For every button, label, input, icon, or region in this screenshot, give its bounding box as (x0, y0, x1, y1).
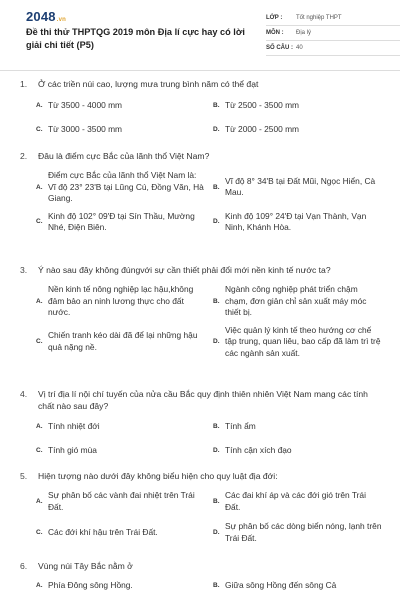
option-text: Từ 3500 - 4000 mm (48, 100, 123, 110)
option-letter: B. (213, 582, 220, 589)
answer-option[interactable] (36, 445, 205, 457)
option-text: Sự phân bố các dòng biển nóng, lạnh trên Trái Đất. (225, 521, 382, 543)
option-letter: D. (213, 218, 220, 226)
document-title: Đề thi thử THPTQG 2019 môn Địa lí cực hay có lời giải chi tiết (P5) (26, 27, 245, 50)
answer-option[interactable] (36, 421, 205, 433)
option-letter: B. (213, 423, 220, 430)
meta-label: SỐ CÂU : (266, 45, 293, 51)
option-letter: D. (213, 125, 220, 133)
option-letter: C. (36, 218, 43, 226)
question-text: Ở các triền núi cao, lượng mưa trung bình năm có thể đạt (38, 79, 259, 89)
question-item (20, 150, 382, 264)
option-text: Tính ẩm (225, 421, 256, 431)
logo-text: 2048 (26, 9, 56, 24)
answer-option[interactable] (36, 325, 205, 360)
option-letter: B. (213, 102, 220, 109)
option-text: Từ 3000 - 3500 mm (48, 123, 123, 134)
option-letter: A. (36, 183, 43, 191)
answer-option[interactable] (213, 284, 382, 319)
option-letter: C. (36, 125, 43, 133)
meta-label: MÔN : (266, 30, 284, 36)
header-divider (0, 70, 400, 71)
option-letter: D. (213, 446, 220, 454)
option-letter: A. (36, 582, 43, 589)
answer-option[interactable] (36, 170, 205, 205)
answer-option[interactable] (36, 521, 205, 544)
answer-option[interactable] (213, 211, 382, 234)
option-text: Các đai khí áp và các đới gió trên Trái Đất. (225, 490, 366, 512)
answer-option[interactable] (213, 490, 382, 513)
question-stem (20, 470, 382, 482)
question-stem (20, 150, 382, 162)
answer-option[interactable] (36, 124, 205, 136)
question-list (20, 78, 382, 594)
option-text: Vĩ độ 8° 34'B tại Đất Mũi, Ngọc Hiển, Cà Mau. (225, 175, 376, 198)
option-text: Tính cận xích đạo (225, 444, 292, 455)
meta-label: LỚP : (266, 15, 283, 21)
answer-option[interactable] (213, 580, 382, 592)
option-text: Sự phân bố các vành đai nhiệt trên Trái Đất. (48, 490, 195, 512)
option-text: Tính gió mùa (48, 444, 97, 455)
question-number: 5. (20, 471, 28, 481)
option-text: Giữa sông Hồng đến sông Cả (225, 580, 337, 590)
option-letter: A. (36, 297, 43, 305)
option-letter: C. (36, 528, 43, 536)
site-logo[interactable] (26, 9, 66, 24)
option-text: Điểm cực Bắc của lãnh thổ Việt Nam là: Vĩ độ 23° 23'B tại Lũng Cú, Đồng Văn, Hà Giang. (48, 170, 204, 203)
option-text: Tính nhiệt đới (48, 421, 100, 431)
option-text: Kinh độ 109° 24'Đ tại Vạn Thành, Vạn Ninh, Khánh Hòa. (225, 210, 367, 232)
question-stem (20, 560, 382, 572)
option-text: Ngành công nghiệp phát triển chậm chạm, đơn giản chỉ sản xuất máy móc thiết bị. (225, 284, 367, 317)
question-number: 4. (20, 389, 28, 399)
answer-options (36, 490, 382, 544)
option-letter: D. (213, 528, 220, 536)
question-text: Vị trí địa lí nội chí tuyến của nửa cầu Bắc quy định thiên nhiên Việt Nam mang các tính chất nào sau đây? (38, 389, 368, 411)
answer-option[interactable] (36, 100, 205, 112)
option-text: Nền kinh tế nông nghiệp lạc hậu,không đảm bảo an ninh lương thực cho đất nước. (48, 284, 194, 317)
option-letter: A. (36, 423, 43, 430)
answer-option[interactable] (213, 325, 382, 360)
question-number: 3. (20, 265, 28, 275)
option-text: Phía Đông sông Hồng. (48, 580, 133, 590)
answer-options (36, 421, 382, 456)
option-letter: B. (213, 297, 220, 305)
question-text: Đâu là điểm cực Bắc của lãnh thổ Việt Nam? (38, 151, 210, 161)
meta-value: Tốt nghiệp THPT (296, 15, 342, 21)
option-letter: B. (213, 497, 220, 505)
option-text: Chiến tranh kéo dài đã để lại những hậu quả nặng nề. (48, 330, 198, 352)
question-number: 1. (20, 79, 28, 89)
answer-option[interactable] (36, 580, 205, 592)
answer-option[interactable] (213, 421, 382, 433)
meta-row-subject (266, 26, 400, 41)
option-letter: A. (36, 102, 43, 109)
answer-option[interactable] (213, 100, 382, 112)
answer-options (36, 100, 382, 135)
answer-options (36, 170, 382, 234)
meta-value: 40 (296, 45, 303, 51)
option-text: Kinh độ 102° 09'Đ tại Sín Thầu, Mường Nhé, Điện Biên. (48, 210, 195, 232)
option-letter: D. (213, 338, 220, 345)
option-letter: A. (36, 497, 43, 505)
question-stem (20, 78, 382, 90)
question-item (20, 264, 382, 388)
option-letter: B. (213, 183, 220, 191)
option-text: Việc quản lý kinh tế theo hướng cơ chế tập trung, quan liêu, bao cấp đã làm trì trệ các ngành sản xuất. (225, 324, 381, 358)
option-text: Các đới khí hậu trên Trái Đất. (48, 526, 158, 537)
answer-option[interactable] (36, 284, 205, 319)
answer-option[interactable] (36, 211, 205, 234)
answer-option[interactable] (213, 124, 382, 136)
answer-options (36, 284, 382, 359)
question-stem (20, 264, 382, 276)
question-text: Ý nào sau đây không đúngvới sự cần thiết phải đổi mới nền kinh tế nước ta? (38, 265, 331, 275)
option-text: Từ 2000 - 2500 mm (225, 123, 300, 134)
question-number: 6. (20, 561, 28, 571)
answer-options (36, 580, 382, 592)
question-item (20, 560, 382, 594)
question-item (20, 388, 382, 470)
answer-option[interactable] (213, 170, 382, 205)
meta-row-count (266, 41, 400, 56)
question-item (20, 470, 382, 560)
answer-option[interactable] (213, 521, 382, 544)
option-letter: C. (36, 338, 43, 345)
question-item (20, 78, 382, 150)
header (14, 0, 386, 64)
question-text: Vùng núi Tây Bắc nằm ở (38, 561, 133, 571)
meta-row-class (266, 11, 400, 26)
option-text: Từ 2500 - 3500 mm (225, 100, 300, 110)
question-text: Hiện tượng nào dưới đây không biểu hiện cho quy luật địa đới: (38, 471, 278, 481)
meta-table (266, 11, 400, 56)
option-letter: C. (36, 446, 43, 454)
question-number: 2. (20, 151, 28, 161)
answer-option[interactable] (36, 490, 205, 513)
answer-option[interactable] (213, 445, 382, 457)
logo-suffix: .vn (56, 17, 67, 23)
question-stem (20, 388, 382, 412)
meta-value: Địa lý (296, 30, 312, 36)
